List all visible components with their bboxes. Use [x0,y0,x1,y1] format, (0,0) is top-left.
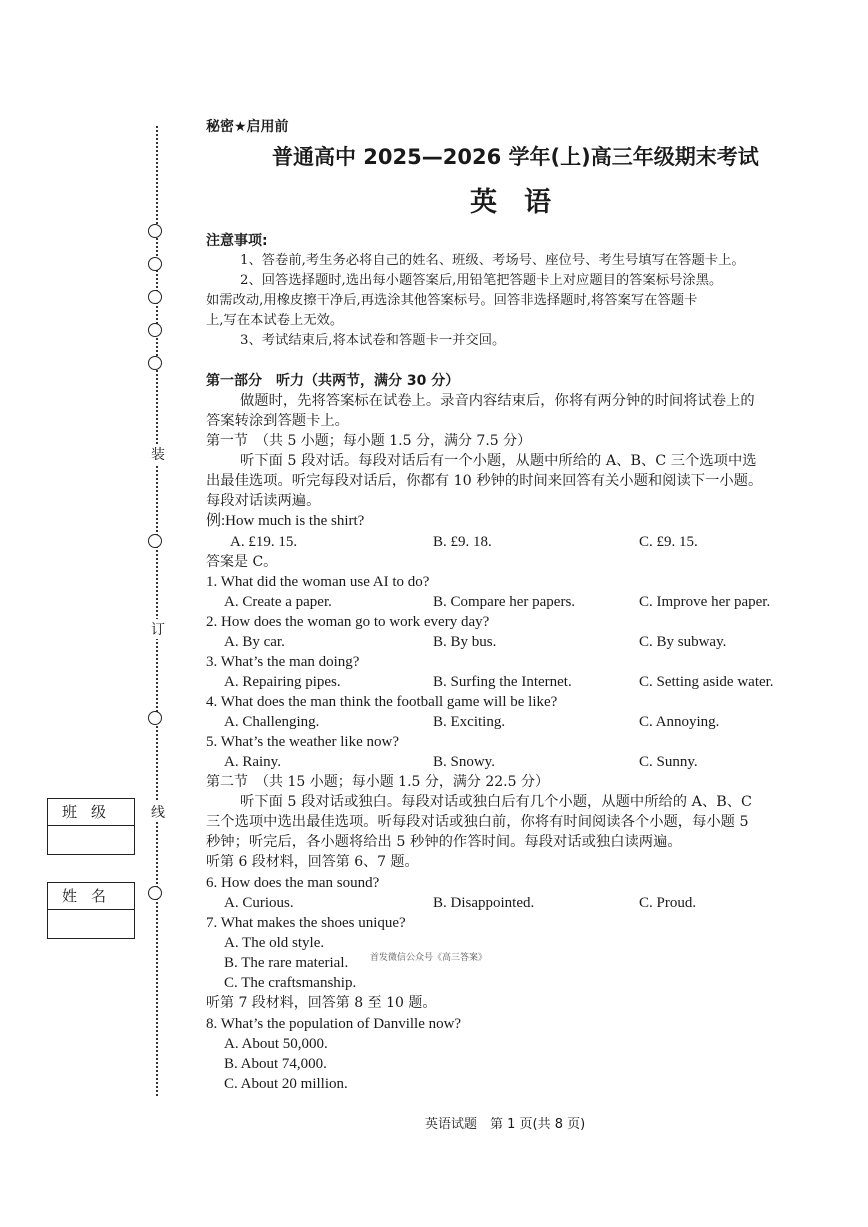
name-input-area[interactable] [48,910,134,938]
binding-hole [148,323,162,337]
question-5: 5. What’s the weather like now? [206,734,399,750]
question-7-option-a: A. The old style. [224,935,325,951]
binding-hole [148,257,162,271]
question-6-option-c: C. Proud. [639,895,697,911]
example-option-b: B. £9. 18. [433,534,492,550]
question-3-option-b: B. Surfing the Internet. [433,674,572,690]
exam-title: 普通高中 2025—2026 学年(上)高三年级期末考试 [272,145,759,169]
binding-hole [148,356,162,370]
notes-item-2-cont: 上,写在本试卷上无效。 [206,313,344,328]
section1-heading: 第一节 （共 5 小题；每小题 1.5 分，满分 7.5 分） [206,433,532,449]
notes-item-3: 3、考试结束后,将本试卷和答题卡一并交回。 [240,333,506,348]
binding-hole [148,711,162,725]
section1-instructions-cont: 出最佳选项。听完每段对话后，你都有 10 秒钟的时间来回答有关小题和阅读下一小题。 [206,473,763,489]
page-footer: 英语试题 第 1 页(共 8 页) [425,1117,586,1132]
question-5-option-b: B. Snowy. [433,754,495,770]
question-3: 3. What’s the man doing? [206,654,360,670]
example-option-c: C. £9. 15. [639,534,698,550]
question-4: 4. What does the man think the football game will be like? [206,694,558,710]
example-question: 例:How much is the shirt? [206,513,365,529]
material-6-heading: 听第 6 段材料，回答第 6、7 题。 [206,854,419,870]
question-7: 7. What makes the shoes unique? [206,915,406,931]
question-3-option-c: C. Setting aside water. [639,674,774,690]
question-6-option-b: B. Disappointed. [433,895,535,911]
section2-heading: 第二节 （共 15 小题；每小题 1.5 分，满分 22.5 分） [206,774,549,790]
section2-instructions-cont: 秒钟；听完后，各小题将给出 5 秒钟的作答时间。每段对话或独白读两遍。 [206,834,682,850]
class-label: 班级 [48,799,134,826]
material-7-heading: 听第 7 段材料，回答第 8 至 10 题。 [206,995,437,1011]
question-1-option-c: C. Improve her paper. [639,594,771,610]
question-2-option-b: B. By bus. [433,634,497,650]
question-1-option-b: B. Compare her papers. [433,594,576,610]
example-answer: 答案是 C。 [206,554,278,570]
binding-char-xian: 线 [150,802,166,822]
question-1: 1. What did the woman use AI to do? [206,574,430,590]
binding-hole [148,534,162,548]
question-2: 2. How does the woman go to work every day? [206,614,490,630]
section1-instructions-cont: 每段对话读两遍。 [206,493,321,509]
question-8: 8. What’s the population of Danville now? [206,1016,462,1032]
notes-item-2: 2、回答选择题时,选出每小题答案后,用铅笔把答题卡上对应题目的答案标号涂黑。 [240,273,723,288]
binding-char-ding: 订 [150,619,166,639]
question-8-option-b: B. About 74,000. [224,1056,327,1072]
question-4-option-c: C. Annoying. [639,714,720,730]
question-1-option-a: A. Create a paper. [224,594,332,610]
name-field-box [47,882,135,939]
part1-intro: 做题时，先将答案标在试卷上。录音内容结束后，你将有两分钟的时间将试卷上的 [240,393,755,409]
question-3-option-a: A. Repairing pipes. [224,674,341,690]
section1-instructions: 听下面 5 段对话。每段对话后有一个小题，从题中所给的 A、B、C 三个选项中选 [240,453,757,469]
part1-heading: 第一部分 听力（共两节，满分 30 分） [206,373,460,389]
question-2-option-a: A. By car. [224,634,285,650]
question-4-option-b: B. Exciting. [433,714,506,730]
binding-hole [148,290,162,304]
secret-mark: 秘密★启用前 [206,119,289,135]
binding-hole [148,224,162,238]
class-field-box [47,798,135,855]
question-4-option-a: A. Challenging. [224,714,320,730]
notes-heading: 注意事项: [206,233,268,249]
section2-instructions: 听下面 5 段对话或独白。每段对话或独白后有几个小题，从题中所给的 A、B、C [240,794,752,810]
question-6: 6. How does the man sound? [206,875,380,891]
question-8-option-c: C. About 20 million. [224,1076,348,1092]
binding-char-zhuang: 装 [150,444,166,464]
question-7-option-c: C. The craftsmanship. [224,975,357,991]
question-7-option-b: B. The rare material. [224,955,349,971]
question-8-option-a: A. About 50,000. [224,1036,328,1052]
part1-intro-cont: 答案转涂到答题卡上。 [206,413,349,429]
notes-item-1: 1、答卷前,考生务必将自己的姓名、班级、考场号、座位号、考生号填写在答题卡上。 [240,253,745,268]
binding-hole [148,886,162,900]
example-option-a: A. £19. 15. [230,534,298,550]
question-5-option-a: A. Rainy. [224,754,281,770]
question-6-option-a: A. Curious. [224,895,294,911]
class-input-area[interactable] [48,826,134,854]
binding-dotted-line [156,126,158,1096]
section2-instructions-cont: 三个选项中选出最佳选项。听每段对话或独白前，你将有时间阅读各个小题，每小题 5 [206,814,749,830]
name-label: 姓名 [48,883,134,910]
subject-title: 英 语 [470,187,551,218]
question-2-option-c: C. By subway. [639,634,727,650]
question-5-option-c: C. Sunny. [639,754,698,770]
watermark-text: 首发微信公众号《高三答案》 [370,953,488,963]
notes-item-2-cont: 如需改动,用橡皮擦干净后,再选涂其他答案标号。回答非选择题时,将答案写在答题卡 [206,293,698,308]
